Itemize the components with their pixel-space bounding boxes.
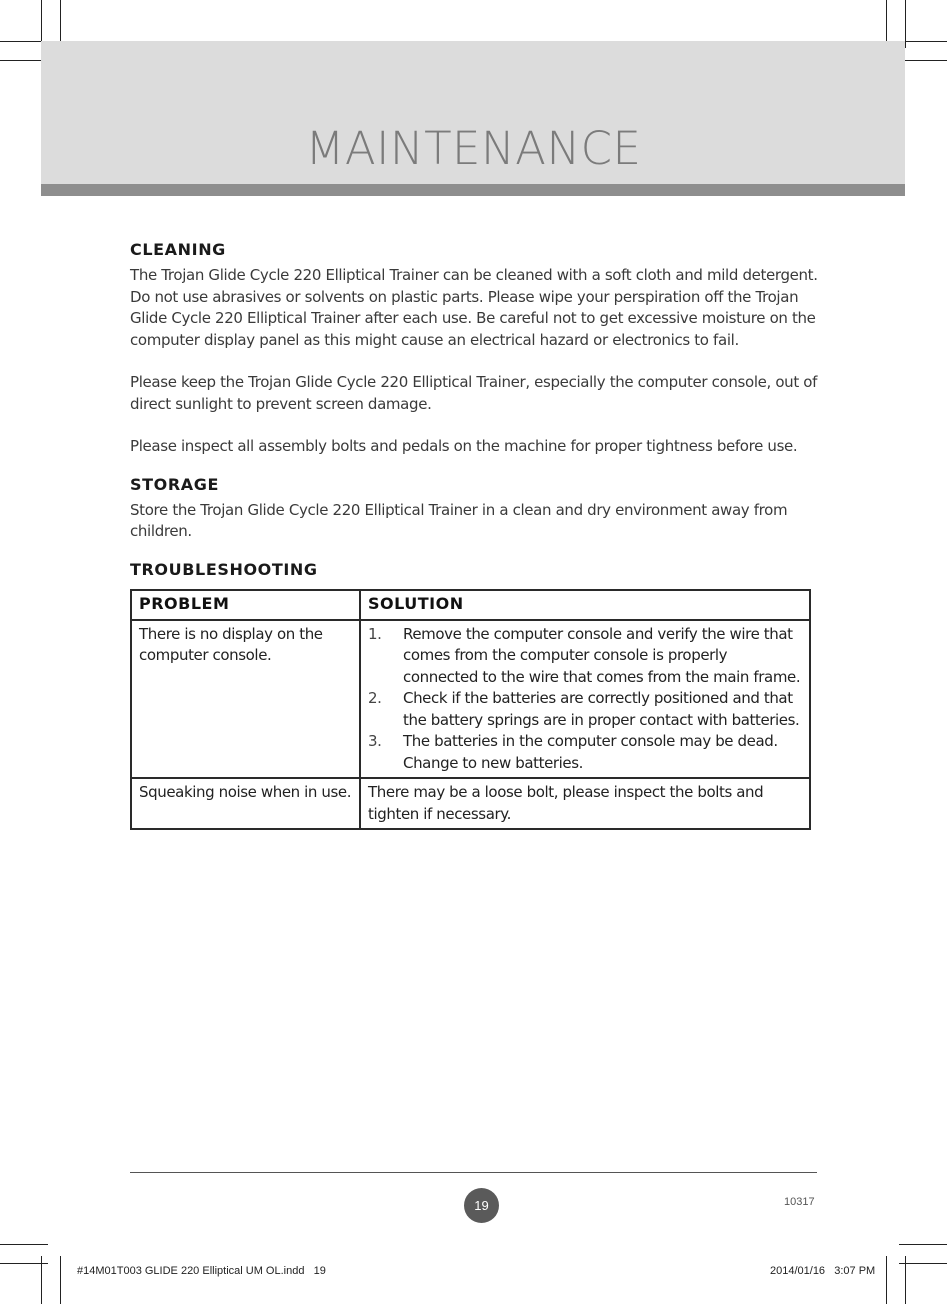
storage-heading: STORAGE: [130, 474, 220, 494]
crop-mark: [0, 1244, 48, 1245]
crop-mark: [886, 1256, 887, 1304]
print-slug-timestamp: 2014/01/16 3:07 PM: [770, 1265, 876, 1277]
footer-rule: [130, 1172, 817, 1173]
page-number-badge: 19: [464, 1188, 499, 1223]
page-content: [130, 237, 820, 830]
page-title: MAINTENANCE: [305, 122, 642, 175]
list-item: [368, 688, 803, 731]
list-number: 3.: [368, 732, 382, 750]
list-text: The batteries in the computer console may be dead. Change to new batteries.: [403, 732, 778, 772]
crop-mark: [899, 41, 947, 42]
solution-list: [368, 624, 803, 775]
solution-cell: There may be a loose bolt, please inspect the bolts and tighten if necessary.: [360, 778, 810, 829]
list-number: 2.: [368, 689, 382, 707]
document-code: 10317: [784, 1196, 815, 1208]
list-number: 1.: [368, 624, 382, 643]
list-item: [368, 731, 803, 774]
troubleshooting-table: [130, 589, 811, 831]
crop-mark: [0, 1263, 48, 1264]
header-bar: [41, 184, 905, 196]
print-slug-filename: #14M01T003 GLIDE 220 Elliptical UM OL.indd 19: [77, 1265, 326, 1277]
solution-cell: [360, 620, 810, 779]
problem-cell: Squeaking noise when in use.: [131, 778, 360, 829]
crop-mark: [899, 1244, 947, 1245]
cleaning-heading: CLEANING: [130, 240, 226, 259]
list-text: Remove the computer console and verify the wire that comes from the computer console is properly connected to the wire that comes from the main frame.: [403, 624, 801, 686]
table-header-row: [131, 590, 810, 620]
crop-mark: [899, 60, 947, 61]
cleaning-paragraph: The Trojan Glide Cycle 220 Elliptical Trainer can be cleaned with a soft cloth and mild detergent. Do not use abrasives or solvents on plastic parts. Please wipe your perspiration off the Trojan Glide Cycle 220 Elliptical Trainer after each use. Be careful not to get excessive moisture on the computer display panel as this might cause an electrical hazard or electronics to fail.: [130, 266, 818, 349]
troubleshooting-heading: TROUBLESHOOTING: [130, 559, 318, 579]
cleaning-paragraph: Please inspect all assembly bolts and pedals on the machine for proper tightness before use.: [130, 437, 798, 455]
list-item: [368, 624, 803, 689]
cleaning-paragraph: Please keep the Trojan Glide Cycle 220 Elliptical Trainer, especially the computer console, out of direct sunlight to prevent screen damage.: [130, 373, 818, 413]
storage-paragraph: Store the Trojan Glide Cycle 220 Elliptical Trainer in a clean and dry environment away from children.: [130, 500, 788, 540]
table-row: [131, 620, 810, 779]
crop-mark: [60, 1256, 61, 1304]
column-header-solution: SOLUTION: [360, 590, 810, 620]
table-row: [131, 778, 810, 829]
crop-mark: [899, 1263, 947, 1264]
list-text: Check if the batteries are correctly positioned and that the battery springs are in proper contact with batteries.: [403, 689, 800, 729]
column-header-problem: PROBLEM: [131, 590, 360, 620]
problem-cell: There is no display on the computer console.: [131, 620, 360, 779]
